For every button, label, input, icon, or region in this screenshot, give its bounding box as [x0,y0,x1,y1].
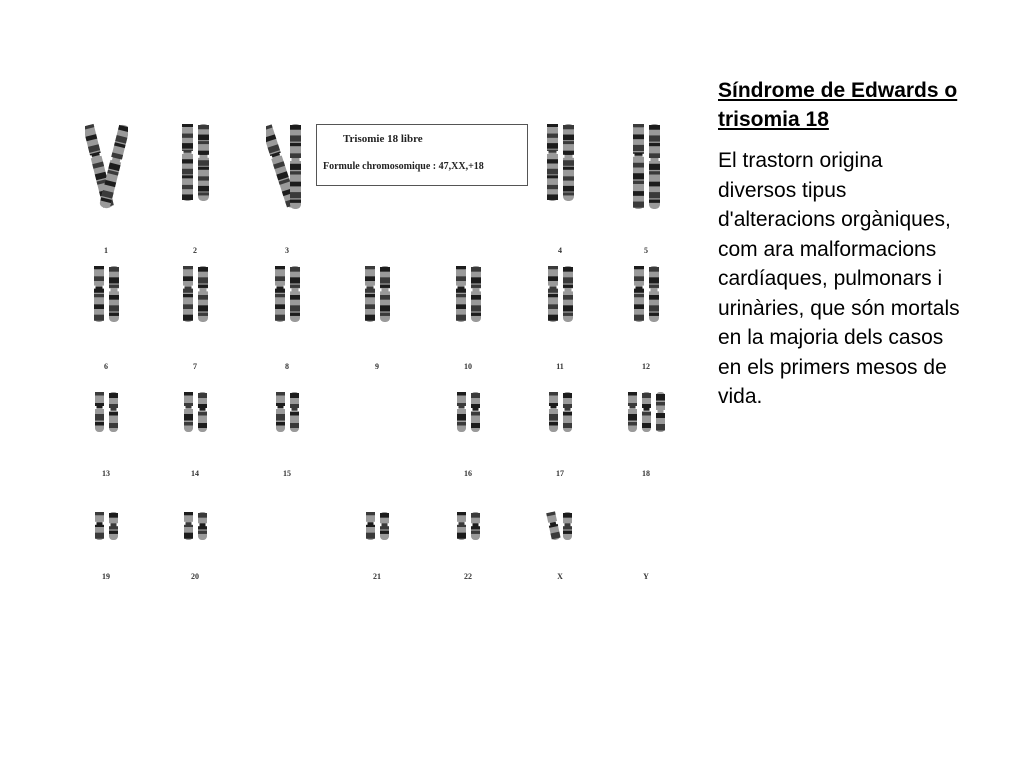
chromosome-8-copy-1 [274,266,286,322]
chromosome-label-8: 8 [285,362,289,371]
chromosome-label-12: 12 [642,362,650,371]
chromosome-pair-17 [541,388,580,438]
chromosome-pair-22 [449,508,488,546]
chromosome-label-15: 15 [283,469,291,478]
chromosome-label-y: Y [643,572,649,581]
chromosome-10-copy-2 [470,266,482,322]
chromosome-label-2: 2 [193,246,197,255]
chromosome-label-13: 13 [102,469,110,478]
chromosome-19-copy-2 [108,512,119,540]
chromosome-label-10: 10 [464,362,472,371]
chromosome-9-copy-1 [364,266,376,322]
chromosome-21-copy-1 [365,512,376,540]
chromosome-12-copy-1 [633,266,645,322]
chromosome-pair-21 [358,508,397,546]
chromosome-x-copy-1 [545,511,562,541]
chromosome-22-copy-2 [470,512,481,540]
chromosome-5-copy-1 [632,124,645,209]
chromosome-label-3: 3 [285,246,289,255]
chromosome-pair-6 [86,262,127,328]
chromosome-16-copy-2 [470,392,481,432]
chromosome-pair-15 [268,388,307,438]
chromosome-pair-2 [174,120,217,207]
chromosome-label-11: 11 [556,362,564,371]
chromosome-pair-12 [626,262,667,328]
chromosome-label-1: 1 [104,246,108,255]
chromosome-label-21: 21 [373,572,381,581]
chromosome-pair-11 [540,262,581,328]
chromosome-pair-x [541,508,580,546]
chromosome-x-copy-2 [562,512,573,540]
chromosome-label-16: 16 [464,469,472,478]
chromosome-pair-13 [87,388,126,438]
chromosome-label-7: 7 [193,362,197,371]
chromosome-18-copy-2 [641,392,652,432]
chromosome-pair-19 [87,508,126,546]
chromosome-pair-5 [625,120,668,215]
chromosome-15-copy-1 [275,392,286,432]
chromosome-6-copy-1 [93,266,105,322]
caption-formula: Formule chromosomique : 47,XX,+18 [323,161,484,172]
chromosome-6-copy-2 [108,266,120,322]
chromosome-label-18: 18 [642,469,650,478]
chromosome-9-copy-2 [379,266,391,322]
chromosome-10-copy-1 [455,266,467,322]
chromosome-11-copy-2 [562,266,574,322]
chromosome-13-copy-2 [108,392,119,432]
chromosome-11-copy-1 [547,266,559,322]
chromosome-7-copy-1 [182,266,194,322]
chromosome-3-copy-2 [289,124,302,209]
chromosome-label-22: 22 [464,572,472,581]
chromosome-4-copy-1 [546,124,559,201]
chromosome-17-copy-1 [548,392,559,432]
chromosome-20-copy-1 [183,512,194,540]
chromosome-2-copy-2 [197,124,210,201]
chromosome-22-copy-1 [456,512,467,540]
chromosome-pair-9 [357,262,398,328]
chromosome-7-copy-2 [197,266,209,322]
chromosome-label-20: 20 [191,572,199,581]
chromosome-pair-7 [175,262,216,328]
chromosome-5-copy-2 [648,124,661,209]
chromosome-pair-16 [449,388,488,438]
chromosome-14-copy-2 [197,392,208,432]
chromosome-pair-20 [176,508,215,546]
chromosome-label-6: 6 [104,362,108,371]
chromosome-label-9: 9 [375,362,379,371]
chromosome-label-5: 5 [644,246,648,255]
chromosome-pair-18 [620,388,673,438]
chromosome-2-copy-1 [181,124,194,201]
chromosome-13-copy-1 [94,392,105,432]
slide-body: El trastorn origina diversos tipus d'alteracions orgàniques, com ara malformacions cardíaques, pulmonars i urinàries, que són mortals en la majoria dels casos en els primers mesos de vida. [718,149,960,408]
chromosome-pair-3 [266,120,309,215]
chromosome-12-copy-2 [648,266,660,322]
chromosome-19-copy-1 [94,512,105,540]
chromosome-label-19: 19 [102,572,110,581]
chromosome-20-copy-2 [197,512,208,540]
chromosome-4-copy-2 [562,124,575,201]
chromosome-pair-10 [448,262,489,328]
chromosome-label-14: 14 [191,469,199,478]
text-panel [718,76,964,412]
chromosome-17-copy-2 [562,392,573,432]
chromosome-pair-14 [176,388,215,438]
slide-heading: Síndrome de Edwards o trisomia 18 [718,79,958,131]
chromosome-pair-1 [85,120,128,215]
chromosome-16-copy-1 [456,392,467,432]
chromosome-pair-8 [267,262,308,328]
chromosome-14-copy-1 [183,392,194,432]
caption-title: Trisomie 18 libre [343,133,423,145]
chromosome-18-copy-3 [655,392,666,432]
chromosome-21-copy-2 [379,512,390,540]
karyotype-caption-box [316,124,528,186]
chromosome-18-copy-1 [627,392,638,432]
chromosome-15-copy-2 [289,392,300,432]
chromosome-label-x: X [557,572,563,581]
chromosome-label-4: 4 [558,246,562,255]
chromosome-label-17: 17 [556,469,564,478]
chromosome-8-copy-2 [289,266,301,322]
chromosome-pair-4 [539,120,582,207]
